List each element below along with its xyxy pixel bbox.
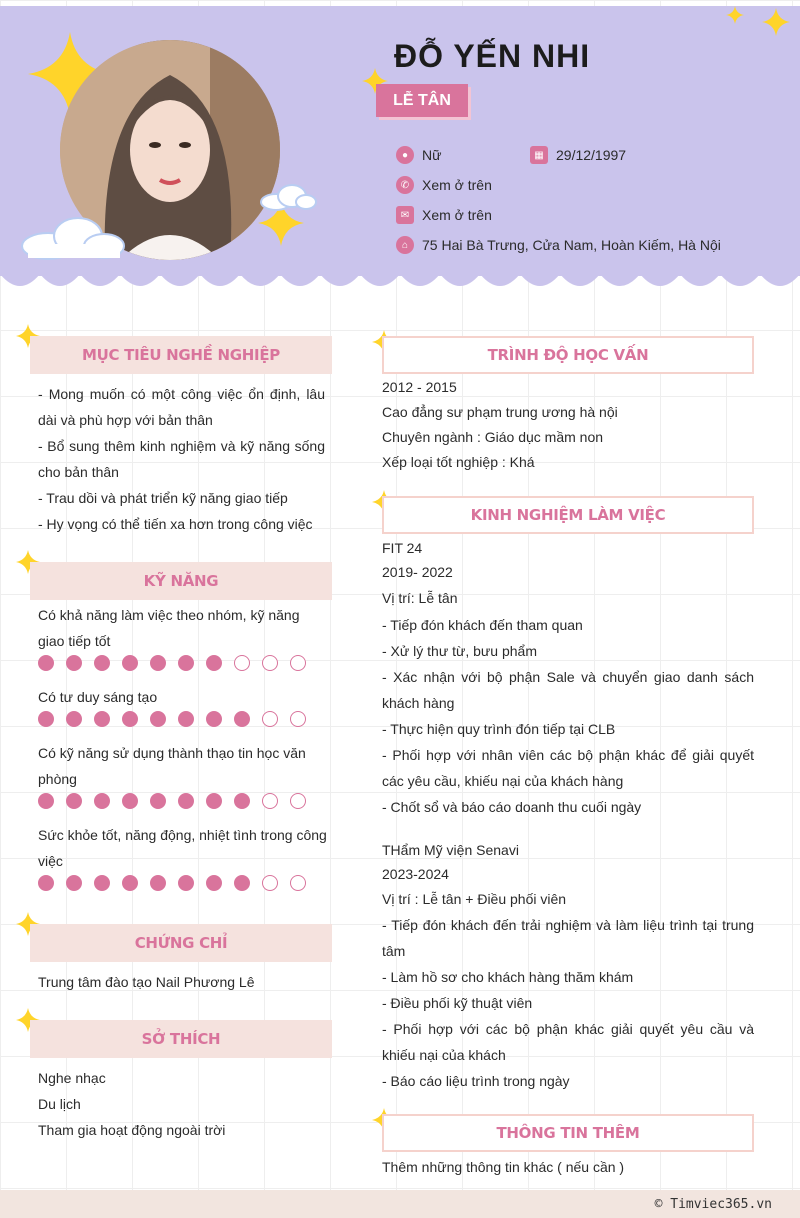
email-value: Xem ở trên	[422, 207, 492, 223]
objective-line: - Trau dồi và phát triển kỹ năng giao tiếp	[38, 490, 288, 506]
skill-rating	[38, 793, 306, 809]
rating-dot-empty	[262, 655, 278, 671]
rating-dot-filled	[206, 655, 222, 671]
address-row	[396, 236, 721, 254]
job-period: 2019- 2022	[382, 564, 453, 580]
rating-dot-empty	[290, 655, 306, 671]
rating-dot-filled	[178, 655, 194, 671]
copyright-credit: © Timviec365.vn	[654, 1196, 772, 1212]
skill-rating	[38, 875, 306, 891]
rating-dot-filled	[178, 875, 194, 891]
cloud-icon	[258, 182, 318, 212]
skill-label: Có kỹ năng sử dụng thành thạo tin học văn phòng	[38, 745, 306, 787]
rating-dot-empty	[290, 711, 306, 727]
job-duty: - Báo cáo liệu trình trong ngày	[382, 1073, 570, 1089]
rating-dot-empty	[290, 875, 306, 891]
extra-info-text: Thêm những thông tin khác ( nếu cần )	[382, 1159, 625, 1175]
objective-line: - Mong muốn có một công việc ổn định, lâu dài và phù hợp với bản thân	[38, 386, 325, 428]
dob-value: 29/12/1997	[556, 147, 627, 163]
person-icon: ●	[396, 146, 414, 164]
rating-dot-filled	[94, 711, 110, 727]
job-title-badge: LỄ TÂN	[376, 84, 468, 117]
rating-dot-filled	[178, 793, 194, 809]
calendar-icon: ▦	[530, 146, 548, 164]
job-duty: - Làm hồ sơ cho khách hàng thăm khám	[382, 969, 634, 985]
mail-icon: ✉	[396, 206, 414, 224]
phone-row	[396, 176, 492, 194]
education-line: Chuyên ngành : Giáo dục mầm non	[382, 429, 604, 445]
hobbies-list	[38, 1065, 328, 1143]
rating-dot-filled	[150, 655, 166, 671]
cloud-icon	[18, 214, 128, 262]
extra-info-heading: THÔNG TIN THÊM	[382, 1114, 754, 1152]
phone-value: Xem ở trên	[422, 177, 492, 193]
certificates-heading: CHỨNG CHỈ	[30, 924, 332, 962]
education-line: 2012 - 2015	[382, 379, 457, 395]
footer	[0, 1190, 800, 1218]
job-duty: - Phối hợp với nhân viên các bộ phận khác để giải quyết các yêu cầu, khiếu nại của khách hàng	[382, 747, 754, 789]
scallop-edge	[0, 274, 800, 296]
rating-dot-filled	[38, 655, 54, 671]
job-duty: - Xử lý thư từ, bưu phẩm	[382, 643, 537, 659]
rating-dot-filled	[38, 711, 54, 727]
education-line: Cao đẳng sư phạm trung ương hà nội	[382, 404, 618, 420]
rating-dot-filled	[150, 793, 166, 809]
rating-dot-empty	[262, 711, 278, 727]
objective-line: - Bổ sung thêm kinh nghiệm và kỹ năng sống cho bản thân	[38, 438, 325, 480]
rating-dot-filled	[122, 655, 138, 671]
rating-dot-filled	[178, 711, 194, 727]
job-company: THẩm Mỹ viện Senavi	[382, 842, 519, 858]
job-period: 2023-2024	[382, 866, 449, 882]
objective-text	[38, 381, 325, 537]
rating-dot-filled	[122, 875, 138, 891]
objective-heading: MỤC TIÊU NGHỀ NGHIỆP	[30, 336, 332, 374]
job-position: Vị trí: Lễ tân	[382, 590, 458, 606]
rating-dot-filled	[206, 875, 222, 891]
job-duty: - Thực hiện quy trình đón tiếp tại CLB	[382, 721, 616, 737]
job-duty: - Tiếp đón khách đến tham quan	[382, 617, 583, 633]
rating-dot-filled	[206, 793, 222, 809]
rating-dot-filled	[38, 875, 54, 891]
job-duty: - Xác nhận với bộ phận Sale và chuyển giao danh sách khách hàng	[382, 669, 754, 711]
skill-label: Sức khỏe tốt, năng động, nhiệt tình trong công việc	[38, 827, 327, 869]
dob-row	[530, 146, 626, 164]
hobby-item: Tham gia hoạt động ngoài trời	[38, 1122, 226, 1138]
rating-dot-empty	[262, 875, 278, 891]
rating-dot-filled	[94, 793, 110, 809]
certificate-text: Trung tâm đào tạo Nail Phương Lê	[38, 974, 255, 990]
job-duty: - Điều phối kỹ thuật viên	[382, 995, 533, 1011]
job-duty: - Chốt sổ và báo cáo doanh thu cuối ngày	[382, 799, 642, 815]
star-icon	[762, 8, 790, 36]
skill-label: Có khả năng làm việc theo nhóm, kỹ năng giao tiếp tốt	[38, 607, 300, 649]
rating-dot-filled	[38, 793, 54, 809]
email-row	[396, 206, 492, 224]
rating-dot-filled	[66, 655, 82, 671]
rating-dot-filled	[234, 711, 250, 727]
rating-dot-empty	[290, 793, 306, 809]
objective-line: - Hy vọng có thể tiến xa hơn trong công việc	[38, 516, 313, 532]
rating-dot-empty	[262, 793, 278, 809]
education-heading: TRÌNH ĐỘ HỌC VẤN	[382, 336, 754, 374]
rating-dot-filled	[150, 875, 166, 891]
skill-rating	[38, 655, 306, 671]
rating-dot-filled	[206, 711, 222, 727]
rating-dot-filled	[94, 655, 110, 671]
home-icon: ⌂	[396, 236, 414, 254]
rating-dot-filled	[66, 875, 82, 891]
star-icon	[726, 6, 744, 24]
rating-dot-filled	[234, 875, 250, 891]
skill-rating	[38, 711, 306, 727]
job-duty: - Phối hợp với các bộ phận khác giải quyết yêu cầu và khiếu nại của khách	[382, 1021, 754, 1063]
job-entry	[382, 838, 754, 1094]
rating-dot-filled	[234, 793, 250, 809]
experience-heading: KINH NGHIỆM LÀM VIỆC	[382, 496, 754, 534]
job-duty: - Tiếp đón khách đến trải nghiệm và làm liệu trình tại trung tâm	[382, 917, 754, 959]
skills-heading: KỸ NĂNG	[30, 562, 332, 600]
rating-dot-empty	[234, 655, 250, 671]
job-entry	[382, 536, 754, 820]
job-company: FIT 24	[382, 540, 423, 556]
rating-dot-filled	[94, 875, 110, 891]
education-text	[382, 375, 754, 475]
education-line: Xếp loại tốt nghiệp : Khá	[382, 454, 535, 470]
hobbies-heading: SỞ THÍCH	[30, 1020, 332, 1058]
address-value: 75 Hai Bà Trưng, Cửa Nam, Hoàn Kiếm, Hà Nội	[422, 237, 721, 253]
hobby-item: Nghe nhạc	[38, 1070, 106, 1086]
skill-label: Có tư duy sáng tạo	[38, 689, 158, 705]
rating-dot-filled	[66, 711, 82, 727]
job-position: Vị trí : Lễ tân + Điều phối viên	[382, 891, 567, 907]
hobby-item: Du lịch	[38, 1096, 81, 1112]
candidate-name: ĐỖ YẾN NHI	[394, 38, 591, 74]
rating-dot-filled	[122, 793, 138, 809]
gender-row	[396, 146, 441, 164]
rating-dot-filled	[122, 711, 138, 727]
phone-icon: ✆	[396, 176, 414, 194]
rating-dot-filled	[150, 711, 166, 727]
rating-dot-filled	[66, 793, 82, 809]
gender-value: Nữ	[422, 147, 442, 163]
